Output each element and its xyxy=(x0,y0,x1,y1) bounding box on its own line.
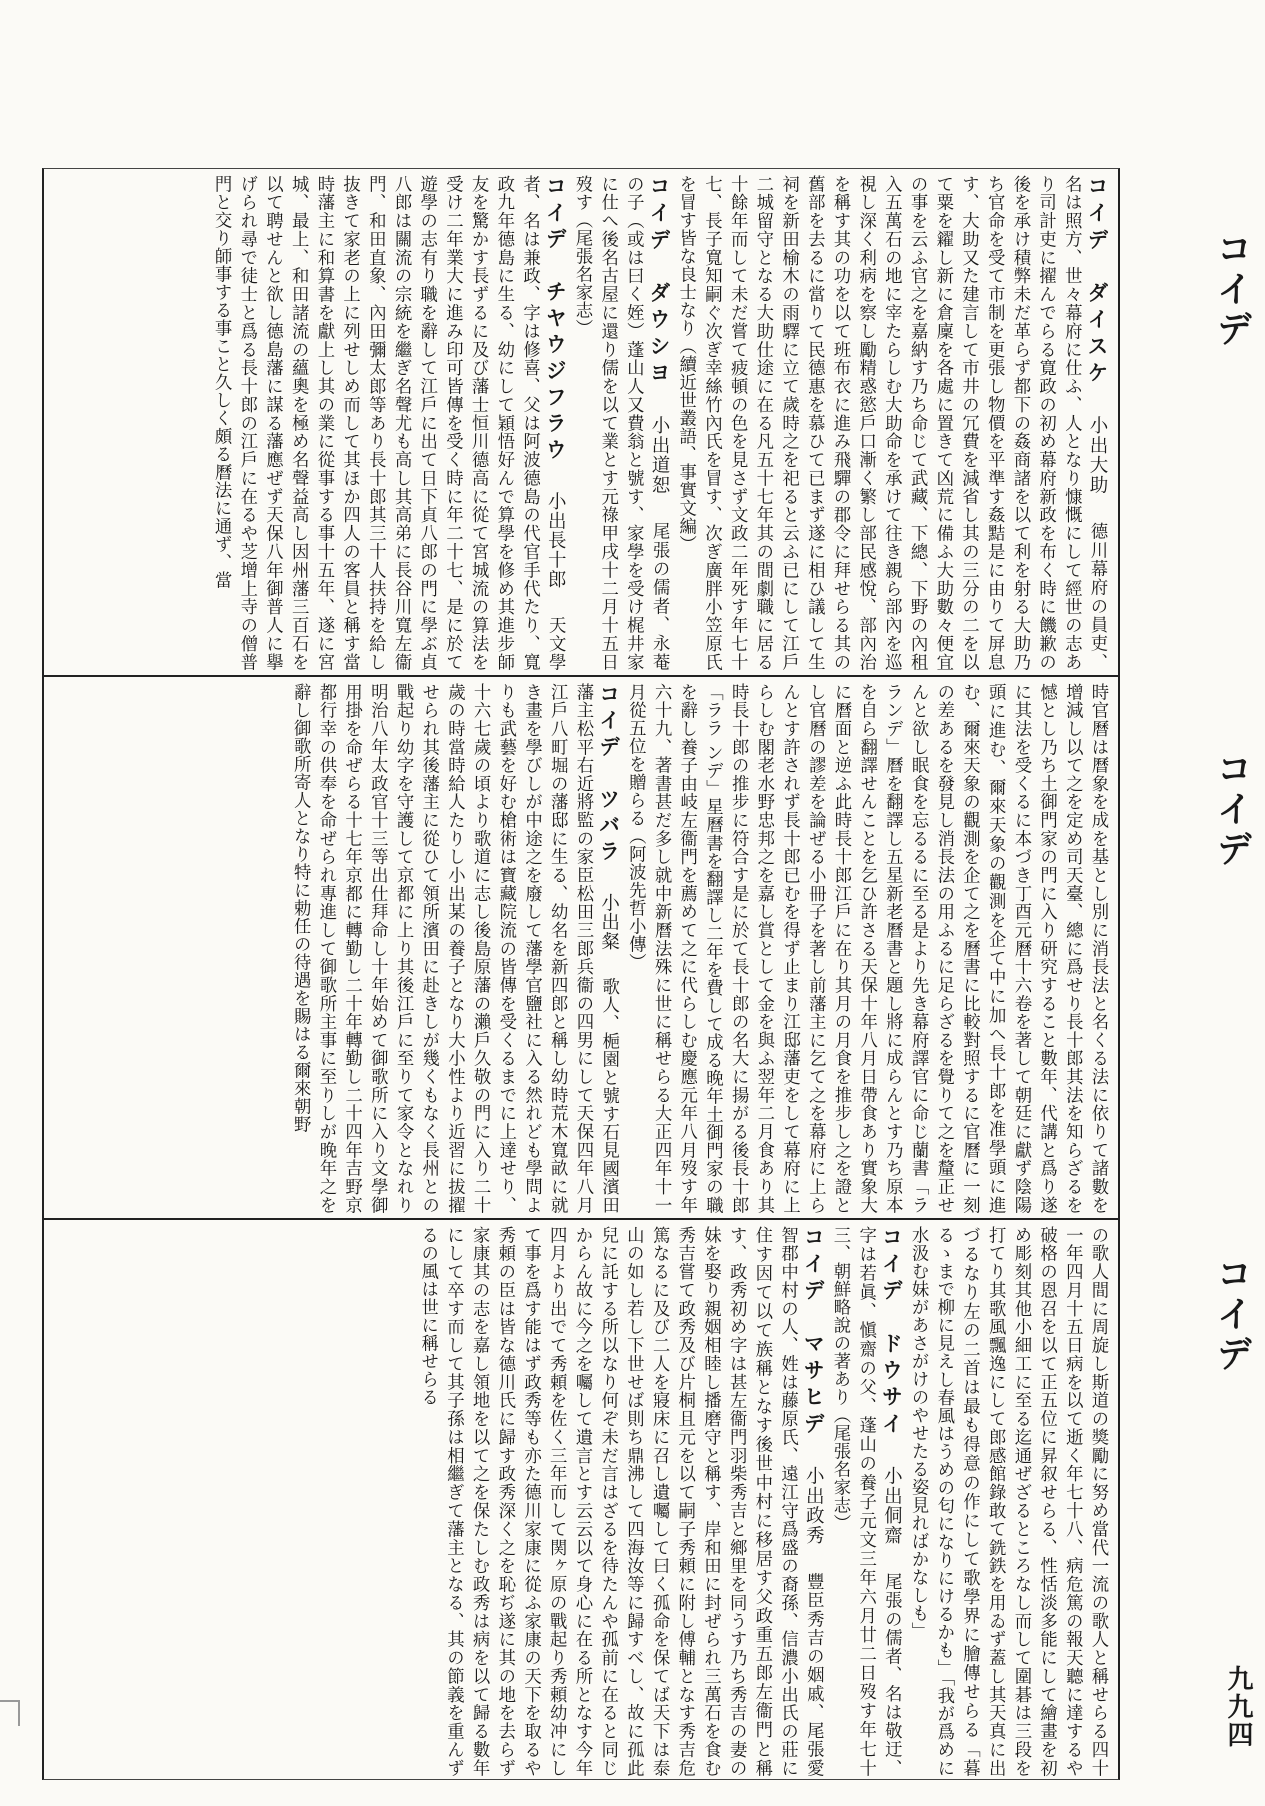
entry-koide-chojuro-continued xyxy=(625,683,1108,1214)
running-header-lower: コイデ xyxy=(1211,1255,1252,1375)
entry-koide-daisuke xyxy=(676,175,1107,671)
entry-koide-masahide xyxy=(418,1226,824,1777)
middle-band xyxy=(44,675,1118,1218)
entry-koide-tsubara-continued xyxy=(908,1226,1108,1777)
lower-text-column xyxy=(414,1226,1110,1777)
entry-body: 德川幕府の員吏、名は照方、世々幕府に仕ふ、人となり慷慨にして經世の志あり司計吏に擢んでらる寛政の初め幕府新政を布く時に饑歉の後を承け積弊未だ革らず都下の姦商諸を以て利を射る大助乃ち官命を受て市制を更張し物價を平準す姦黠是に由りて屏息す、大助又た建言して市井の冗費を減省し其の三分の二を以て粟を糴し新に倉廩を各處に置きて凶荒に備ふ大助數々便宜の事を云ふ官之を嘉納す乃ち命じて武藏、下總、下野の內租入五萬石の地に宰たらしむ大助命を承けて往き親ら部內を巡視し深く利病を察し勵精惑慾戶口漸く繁し部民感悅、部內治を稱す其の功を以て班布衣に進み飛驒の郡令に拜せらる其の舊部を去るに當りて民德惠を慕ひて已まず遂に相ひ議して生祠を新田榆木の雨驛に立て歲時之を祀ると云ふ已にして江戶二城留守となる大助仕途に在る凡五十七年其の間劇職に居る十餘年而して未だ嘗て疲頓の色を見さず文政二年死す年七十七、長子寬知嗣ぐ次ぎ幸絲竹內氏を冒す、次ぎ廣胖小笠原氏を冒す皆な良士なり（續近世叢語、事實文編） xyxy=(675,175,1107,672)
entry-kanji-name: 小出長十郎 xyxy=(545,491,567,590)
entry-kanji-name: 小出侗齋 xyxy=(881,1466,903,1546)
entry-koide-dousho xyxy=(571,175,672,672)
page-frame xyxy=(42,168,1120,1780)
upper-band xyxy=(44,169,1118,675)
running-header-upper: コイデ xyxy=(1211,230,1252,350)
entry-koide-tsubara xyxy=(290,683,621,1214)
entry-body: 尾張の儒者、永菴の子（或は曰く姪）蓬山人又費翁と號す、家學を受け梶井家に仕へ後名古屋に還り儒を以て業とす元祿甲戌十二月十五日歿す（尾張名家志） xyxy=(571,175,670,672)
upper-text-column xyxy=(207,175,1110,671)
entry-heading: コイデ チヤウジフラウ xyxy=(543,175,568,465)
entry-body: の歌人間に周旋し斯道の獎勵に努め當代一流の歌人と稱せらる四十一年四月十五日病を以て逝く年七十八、病危篤の報天聽に達するや破格の恩召を以て正五位に昇叙せらる、性恬淡多能にして繪畫を初め彫刻其他小細工に至る迄通ぜざるところなし而して圍碁は三段を打てり其歌風飄逸にして郎感館錄敢て銑鉄を用ゐず蓋し其天真に出づるなり左の二首は最も得意の作にして歌學界に膾傳せらる「暮るゝまで柳に見えし春風はうめの匂になりにけるかも」「我が爲めに水汲む妹があさがけのやせたる姿見ればかなしも」 xyxy=(908,1226,1108,1777)
running-header-middle: コイデ xyxy=(1211,750,1252,870)
entry-koide-chojuro xyxy=(211,175,568,672)
entry-kanji-name: 小出粲 xyxy=(598,893,620,951)
entry-heading: コイデ マサヒデ xyxy=(801,1226,826,1439)
entry-heading: コイデ ドウサイ xyxy=(879,1226,904,1439)
entry-body: 時官曆は曆象を成を基とし別に消長法と名くる法に依りて諸數を增減し以て之を定め司天臺、總に爲せり長十郎其法を知らざるを憾とし乃ち土御門家の門に入り研究すること數年、代講と爲り遂に其法を受くるに本づき丁酉元曆十六卷を著して朝廷に獻ず陰陽頭に進む、爾來天象の觀測を企て中に加へ長十郎を准學頭に進む、爾來天象の觀測を企て之を曆書に比較對照するに官曆に一刻の差あるを發見し消長法の用ふるに足らざるを覺りて之を釐正せんと欲し眠食を忘るるに至る是より先き幕府譯官に命じ蘭書「ラランデ」曆を翻譯し五星新老曆書と題し將に成らんとす乃ち原本を自ら翻譯せんことを乞ひ許さる天保十年八月日帶食あり實象大に曆面と逆ふ此時長十郎江戶に在り其月の月食を推步し之を證とし官曆の謬差を論ぜる小冊子を著し前藩主に乞て之を幕府に上らんとす許されず長十郎已むを得ず止まり江邸藩吏をして幕府に上らしむ閣老水野忠邦之を嘉し賞として金を與ふ翌年二月食あり其時長十郎の推步に符合す是に於て長十郎の名大に揚がる後長十郎「ララ ンデ」星曆書を翻譯し二年を費して成る晚年土御門家の職を辭し養子由岐左衞門を薦めて之に代らしむ慶應元年八月歿す年六十九、著書甚だ多し就中新曆法殊に世に稱せらる大正四年十一月從五位を贈らる（阿波先哲小傳） xyxy=(625,683,1108,1214)
entry-koide-dousai xyxy=(829,1226,904,1777)
entry-heading: コイデ ツバラ xyxy=(596,683,621,867)
corner-mark xyxy=(0,1700,20,1726)
entry-kanji-name: 小出大助 xyxy=(1087,415,1108,495)
entry-kanji-name: 小出政秀 xyxy=(803,1466,825,1546)
entry-heading: コイデ ダイスケ xyxy=(1085,175,1109,389)
middle-text-column xyxy=(287,683,1111,1214)
entry-body: 天文學者、名は兼政、字は修喜、父は阿波德島の代官手代たり、寬政九年德島に生る、幼にして穎悟好んで算學を修め其進步師友を驚かす長ずるに及び藩士恒川德高に從て宮城流の算法を受け二年業大に進み印可皆傳を受く時に年二十七、是に於て遊學の志有り職を辭して江戶に出て日下貞八郎の門に學ぶ貞八郎は關流の宗統を繼ぎ名聲尤も高し其高弟に長谷川寬左衞門、和田直象、內田彌太郎等あり長十郎其三十人扶持を給し抜きて家老の上に列せしめ而して其ほか四人の客員と稱す當時藩主に和算書を獻上し其の業に從事する事十五年、遂に宮城、最上、和田諸流の蘊奧を極め名聲益高し因州藩三百石を以て聘せんと欲し德島藩に謀る藩應ぜず天保八年御普人に擧げられ尋で徒士と爲る長十郎の江戶に在るや芝增上寺の僧普門と交り師事する事こと久しく頗る曆法に通ず、當 xyxy=(211,175,566,672)
page-number: 九九四 xyxy=(1223,1665,1253,1749)
lower-band xyxy=(44,1218,1118,1781)
entry-body: 歌人、梔園と號す石見國濱田藩主松平右近將監の家臣松田三郎兵衞の四男にして天保四年八月江戶八町堀の藩邸に生る、幼名を新四郎と稱し幼時荒木寬畝に就き畫を學びしが中途之を廢して藩學官鹽社に入る然れども學問よりも武藝を好む槍術は寶藏院流の皆傳を受くるまでに上達せり、十六七歲の頃より歌道に志し後島原藩の瀨戶久敬の門に入り二十歲の時當時給人たりし小出某の養子となり大小性より近習に拔擢せられ其後藩主に從ひて領所濱田に赴きしが幾くもなく長州との戰起り幼字を守護して京都に上り其後江戶に至りて家令となれり明治八年太政官十三等出仕拜命し十年始めて御歌所に入り文學御用掛を命ぜらる十七年京都に轉勤し二十年轉勤し二十四年吉野京都行幸の供奉を命ぜられ專進して御歌所主事に至りしが晚年之を辭し御歌所寄人となり特に勅任の待遇を賜はる爾來朝野 xyxy=(290,683,619,1214)
entry-body: 尾張の儒者、名は敬迂、字は若眞、愼齋の父、蓬山の養子元文三年六月廿二日歿す年七十三、朝鮮略說の著あり（尾張名家志） xyxy=(829,1226,902,1777)
entry-heading: コイデ ダウシヨ xyxy=(647,175,672,389)
entry-body: 豐臣秀吉の姻戚、尾張愛智郡中村の人、姓は藤原氏、遠江守爲盛の裔孫、信濃小出氏の莊に住す因て以て族稱となす後世中村に移居す父政重五郎左衞門と稱す、政秀初め字は甚左衞門羽柴秀吉と鄉里を同うす乃ち秀吉の妻の妹を娶り親姻相睦し播磨守と稱す、岸和田に封ぜられ三萬石を食む秀吉嘗て政秀及び片桐且元を以て嗣子秀頼に附し傅輔となす秀吉危篤なるに及び二人を寢床に召し遺囑して曰く孤命を保てば天下は泰山の如し若し下世せば則ち鼎沸して四海汝等に歸すべし、故に孤此兒に託する所以なり何ぞ未だ言はざるを待たんや孤前に在ると同じからん故に今之を囑して遺言とす云云以て身心に在る所となす今年四月より出でて秀頼を佐く三年而して関ヶ原の戰起り秀頼幼冲にして事を爲す能はず政秀等も亦た德川家康に從ふ家康の天下を取るや秀頼の臣は皆な德川氏に歸す政秀深く之を恥ぢ遂に其の地を去らず家康其の志を嘉し領地を以て之を保たしむ政秀は病を以て歸る數年にして卒す而して其子孫は相繼ぎて藩主となる、其の節義を重んずるの風は世に稱せらる xyxy=(417,1226,824,1777)
entry-kanji-name: 小出道恕 xyxy=(649,415,671,495)
